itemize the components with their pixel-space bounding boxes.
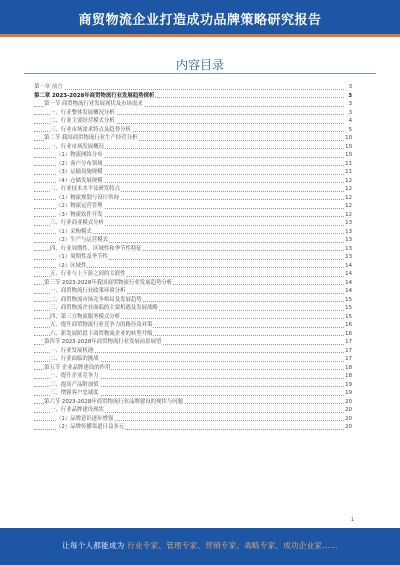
toc-entry[interactable] [34,406,352,415]
toc-entry-page: 17 [345,347,352,354]
footer-slogan-highlight: 行业专家、管理专家、营销专家、战略专家、成功企业家…… [127,541,338,550]
toc-entry-title: （2）物流运营管理 [56,203,103,209]
toc-entry[interactable] [34,287,352,296]
toc-entry-title: 三、商贸物流企业面临的主要机遇及发展战略 [50,305,158,311]
toc-entry[interactable] [34,296,352,305]
toc-entry[interactable] [34,92,352,101]
toc-entry-page: 17 [345,339,352,345]
toc-entry[interactable] [34,313,352,322]
report-title: 商贸物流企业打造成功品牌策略研究报告 [78,13,322,28]
toc-entry[interactable] [34,177,352,186]
toc-entry[interactable] [34,185,352,194]
toc-entry-page: 18 [345,364,352,371]
toc-entry-title: 一、提升企业竞争力 [50,373,99,379]
toc-entry[interactable] [34,270,352,279]
toc-entry[interactable] [34,338,352,347]
toc-entry-title: 一、行业市场发展概况 [50,143,104,150]
header-accent-stripe [0,34,400,37]
toc-heading-divider [24,73,376,74]
toc-entry-title: 二、行业技术水平及研发特点 [50,186,121,192]
toc-entry[interactable] [34,381,352,390]
toc-entry[interactable] [34,126,352,135]
toc-entry-page: 20 [345,415,352,422]
toc-entry[interactable] [34,262,352,271]
toc-entry-page: 20 [345,407,352,413]
toc-entry[interactable] [34,355,352,364]
toc-entry[interactable] [34,228,352,237]
footer-slogan [0,540,400,551]
toc-entry-title: 六、新发展阶段下商贸物流企业的转型升级 [50,330,153,337]
toc-entry-page: 20 [345,398,352,405]
toc-entry-page: 11 [345,160,352,167]
toc-entry-page: 13 [345,245,352,252]
toc-entry-page: 13 [345,228,352,235]
toc-entry-page: 15 [345,296,352,303]
toc-entry-title: （1）采购模式 [56,228,92,235]
toc-entry[interactable] [34,100,352,109]
toc-entry-page: 17 [345,356,352,362]
toc-entry-page: 12 [345,186,352,192]
toc-entry-title: 第六节 2023-2028年商贸物流行业品牌建设的现状与问题 [44,398,183,405]
toc-entry[interactable] [34,211,352,220]
toc-entry-title: 三、行业市场需求特点及趋势分析 [50,126,131,133]
toc-entry-page: 14 [345,288,352,294]
toc-entry-page: 3 [344,100,352,109]
page-number: 1 [350,517,354,523]
toc-entry-page: 20 [345,424,352,430]
toc-entry-page: 3 [344,83,352,92]
toc-entry-title: 第一节 商贸物流行业发展现状及市场需求 [44,101,143,107]
toc-entry-title: 第三节 2023-2028年我国商贸物流行业发展趋势分析 [44,279,173,286]
toc-entry-page: 10 [345,143,352,150]
toc-entry-title: 一、行业整体发展概况分析 [50,109,115,116]
toc-entry[interactable] [34,364,352,373]
toc-entry-title: 三、行业商业模式分析 [50,220,104,226]
toc-entry[interactable] [34,304,352,313]
toc-entry[interactable] [34,253,352,262]
toc-entry-title: （3）运输设施规模 [56,169,103,175]
toc-entry[interactable] [34,279,352,288]
toc-entry-title: 五、行业与上下游之间的关联性 [50,271,126,277]
toc-entry-page: 12 [345,211,352,218]
toc-entry-title: 二、商贸物流市场竞争格局及发展趋势 [50,296,142,303]
toc-entry[interactable] [34,117,352,126]
toc-entry-title: 二、行业主要经营模式分析 [50,118,115,124]
toc-dot-leader [34,89,344,90]
toc-entry-page: 10 [345,135,352,141]
toc-entry-page: 16 [345,322,352,328]
toc-entry[interactable] [34,321,352,330]
toc-entry-title: （1）周期性及季节性 [56,254,108,260]
toc-entry-title: 五、提升商贸物流行业竞争力的路径及对策 [50,322,153,328]
toc-entry[interactable] [34,168,352,177]
toc-entry[interactable] [34,202,352,211]
toc-entry-title: （2）品牌传播渠道日益多元 [56,424,125,430]
toc-entry-page: 12 [345,177,352,184]
toc-entry-page: 14 [345,262,352,269]
toc-entry[interactable] [34,330,352,339]
toc-heading: 内容目录 [175,58,224,72]
toc-entry-page: 15 [345,305,352,311]
toc-entry[interactable] [34,236,352,245]
toc-entry-title: （4）仓储发展规模 [56,177,103,184]
footer-slogan-prefix: 让每个人都能成为 [62,541,125,550]
toc-entry-title: 一、行业发展机遇 [50,347,94,354]
toc-entry-page: 10 [345,152,352,158]
toc-entry[interactable] [34,83,352,92]
toc-entry[interactable] [34,415,352,424]
toc-entry-title: 二、提高产品附加值 [50,381,99,388]
toc-entry-page: 3 [344,109,352,118]
toc-entry-title: 一、商贸物流行业政策环境分析 [50,288,126,294]
toc-entry-page: 14 [345,271,352,277]
toc-entry-page: 11 [345,169,352,175]
toc-entry-title: 第二节 我国商贸物流行业生产经营分析 [44,135,138,141]
toc-entry-page: 18 [345,373,352,379]
toc-entry-title: （1）品牌意识逐步增强 [56,415,114,422]
toc-entry[interactable] [34,245,352,254]
toc-entry[interactable] [34,160,352,169]
toc-entry-page: 14 [345,279,352,286]
toc-entry-title: （3）物流软件开发 [56,211,103,218]
toc-entry-title: 三、增强客户忠诚度 [50,390,99,396]
toc-entry-title: （1）物流网络分布 [56,152,103,158]
toc-entry[interactable] [34,219,352,228]
toc-entry-page: 3 [344,92,352,101]
toc-entry-title: 四、行业周期性、区域性和季节性特征 [50,245,142,252]
toc-entry-title: 一、行业品牌建设现状 [50,407,104,413]
toc-entry[interactable] [34,151,352,160]
toc-entry-title: 二、行业面临的挑战 [50,356,99,362]
toc-entry-title: （1）物流规划与设计咨询 [56,194,119,201]
toc-entry-title: （2）客户分布领域 [56,160,103,167]
toc-entry-page: 19 [345,390,352,396]
toc-entry[interactable] [34,109,352,118]
toc-entry-page: 13 [345,254,352,260]
toc-entry-title: （2）区域性 [56,262,87,269]
toc-entry-page: 12 [345,194,352,201]
toc-entry-title: （2）生产与运营模式 [56,237,108,243]
toc-entry-title: 第五节 企业品牌建设的作用 [44,364,111,371]
toc-entry-page: 4 [344,117,352,126]
toc-entry[interactable] [34,347,352,356]
table-of-contents [34,83,352,432]
toc-entry-page: 12 [345,203,352,209]
toc-entry-title: 四、第三方物流服务模式分析 [50,313,121,320]
toc-entry[interactable] [34,389,352,398]
toc-entry-page: 15 [345,313,352,320]
toc-entry[interactable] [34,398,352,407]
toc-entry-page: 5 [344,126,352,135]
toc-entry[interactable] [34,143,352,152]
toc-entry-title: 第二章 2023-2028年商贸物流行业发展趋势探析 [34,92,155,99]
toc-entry-title: 第一章 前言 [34,84,63,90]
toc-entry-page: 13 [345,237,352,243]
toc-entry[interactable] [34,194,352,203]
toc-entry[interactable] [34,372,352,381]
toc-entry-page: 13 [345,220,352,226]
toc-entry-page: 19 [345,381,352,388]
toc-entry-page: 16 [345,330,352,337]
toc-entry-title: 第四节 2023-2028年商贸物流行业发展前景展望 [44,339,162,345]
toc-entry[interactable] [34,134,352,143]
toc-entry[interactable] [34,423,352,432]
